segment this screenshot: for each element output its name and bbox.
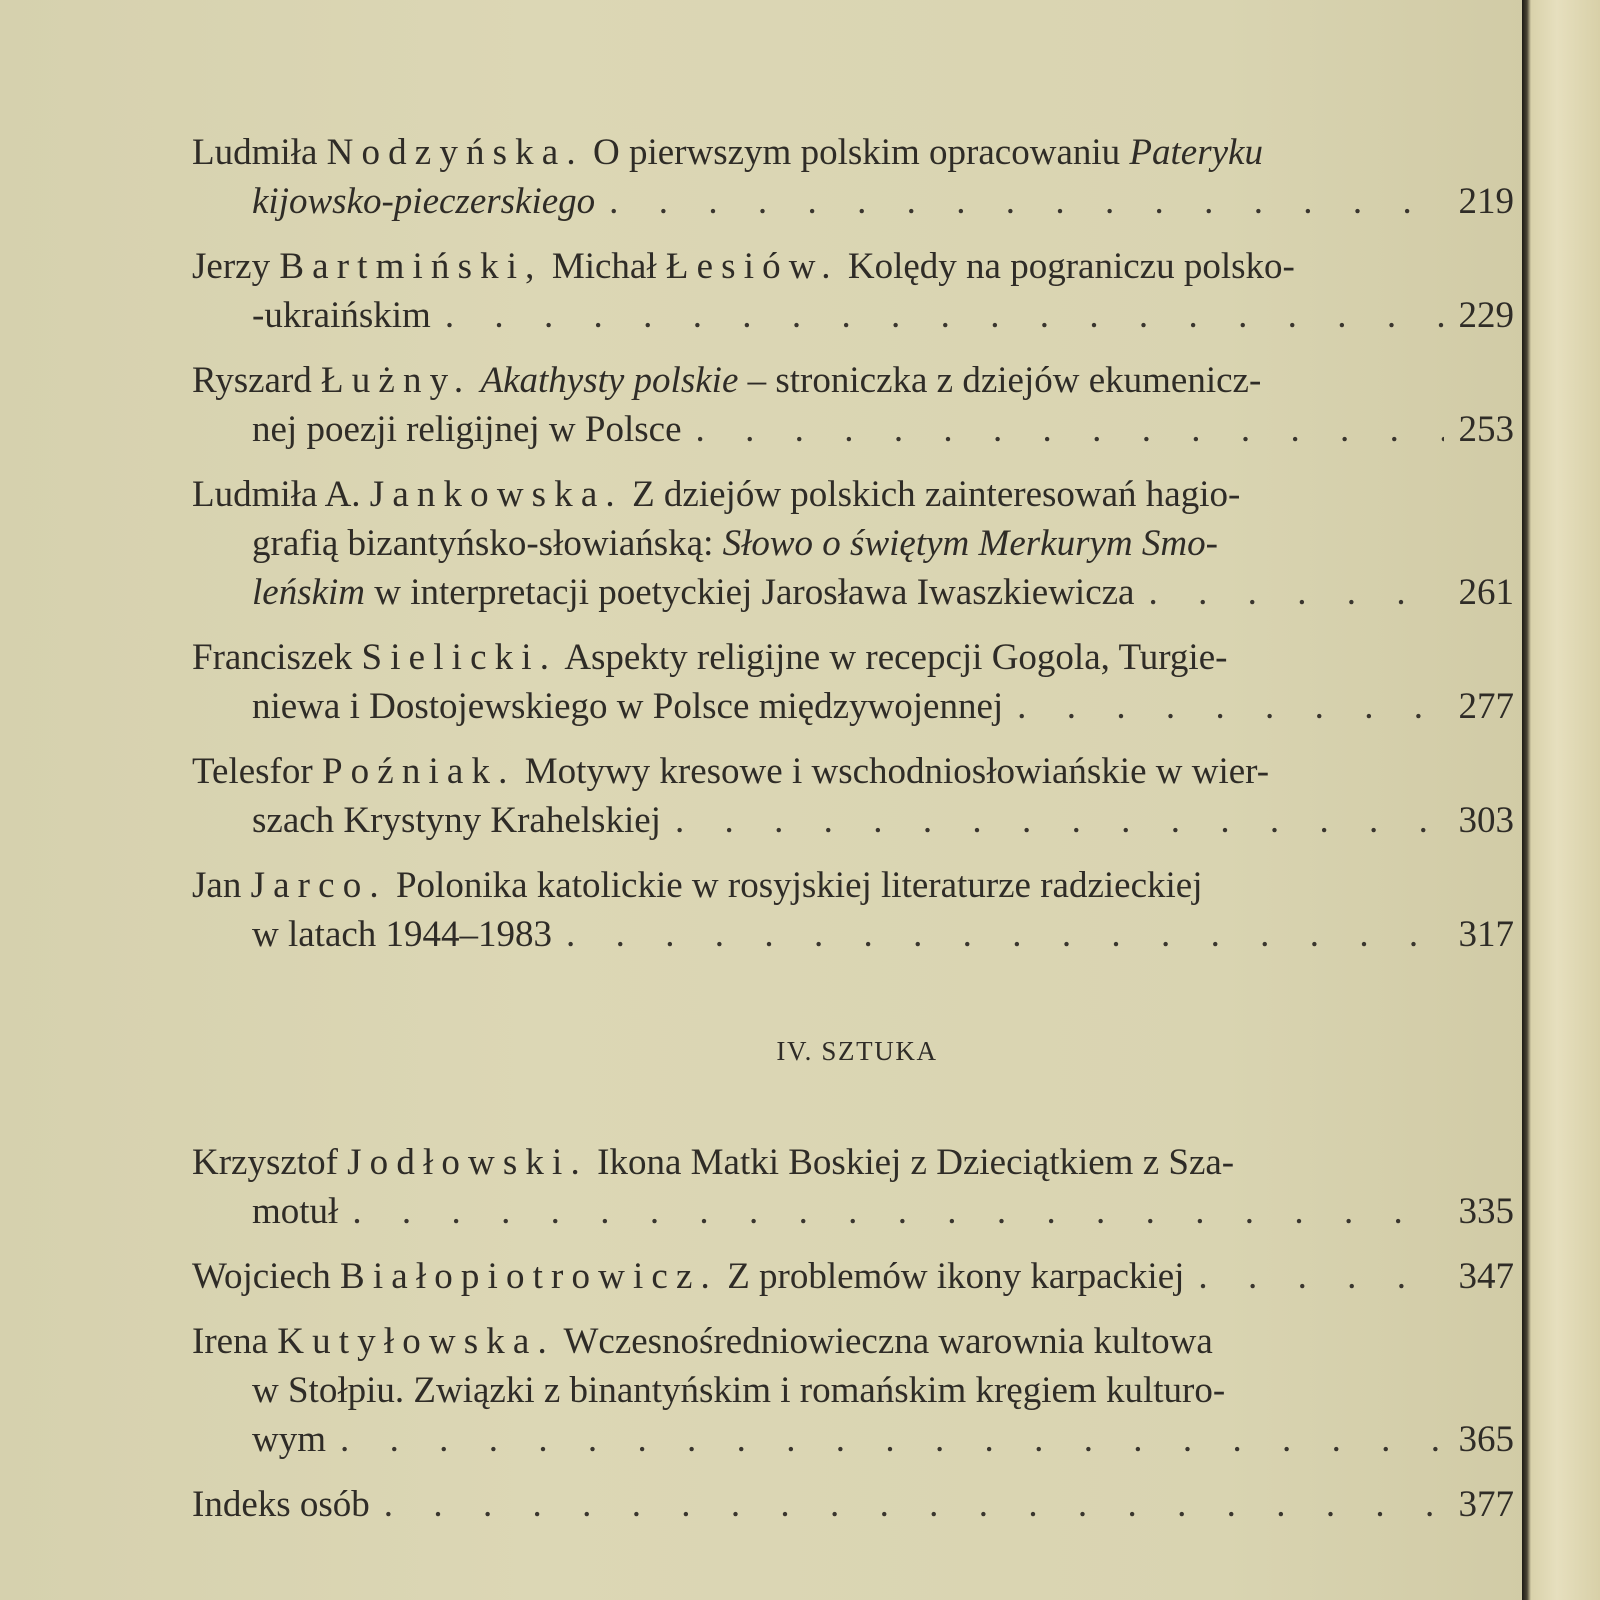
dot-leader xyxy=(696,405,1445,454)
page-number: 229 xyxy=(1458,295,1514,336)
author-first-name: Krzysztof xyxy=(192,1142,338,1183)
entry-title-italic: kijowsko-pieczerskiego xyxy=(252,181,596,222)
toc-entry[interactable] xyxy=(192,242,1522,340)
toc-entry[interactable] xyxy=(192,1317,1522,1464)
entry-title: Ikona Matki Boskiej z Dzieciątkiem z Sza- xyxy=(597,1142,1235,1183)
page-number: 335 xyxy=(1458,1191,1514,1232)
entry-title-italic: Pateryku xyxy=(1129,132,1263,173)
coauthor-first-name: Michał xyxy=(551,246,657,287)
toc-entry[interactable] xyxy=(192,861,1522,959)
dot-leader xyxy=(675,796,1444,845)
toc-entry[interactable] xyxy=(192,128,1522,226)
entry-title: Z problemów ikony karpackiej xyxy=(727,1256,1185,1297)
entry-title: – stroniczka z dziejów ekumenicz- xyxy=(747,360,1262,401)
entry-title: w latach 1944–1983 xyxy=(252,914,553,955)
toc-entry[interactable] xyxy=(192,633,1522,731)
toc-entry-index[interactable] xyxy=(192,1480,1522,1529)
section-heading: IV. SZTUKA xyxy=(776,1036,938,1066)
table-of-contents xyxy=(192,128,1522,1545)
index-label: Indeks osób xyxy=(192,1484,370,1525)
author-surname: Jodłowski. xyxy=(347,1142,588,1183)
author-surname: Bartmiński, xyxy=(279,246,543,287)
entry-title: -ukraińskim xyxy=(252,295,431,336)
toc-entry[interactable] xyxy=(192,1138,1522,1236)
entry-title: w interpretacji poetyckiej Jarosława Iwaszkiewicza xyxy=(374,572,1135,613)
entry-title: Kolędy na pograniczu polsko- xyxy=(847,246,1295,287)
toc-entry[interactable] xyxy=(192,356,1522,454)
author-first-name: Telesfor xyxy=(192,751,313,792)
author-first-name: Ludmiła A. xyxy=(192,474,361,515)
entry-title: O pierwszym polskim opracowaniu xyxy=(593,132,1121,173)
entry-title: Wczesnośredniowieczna warownia kultowa xyxy=(563,1321,1213,1362)
author-surname: Jankowska. xyxy=(369,474,623,515)
dot-leader xyxy=(1198,1252,1444,1301)
page-number: 219 xyxy=(1458,181,1514,222)
page-number: 317 xyxy=(1458,914,1514,955)
page-number: 365 xyxy=(1458,1419,1514,1460)
author-first-name: Ryszard xyxy=(192,360,312,401)
author-surname: Poźniak. xyxy=(321,751,516,792)
page-number: 253 xyxy=(1458,409,1514,450)
entry-title: Polonika katolickie w rosyjskiej literaturze radzieckiej xyxy=(395,865,1203,906)
page-number: 347 xyxy=(1458,1256,1514,1297)
dot-leader xyxy=(566,910,1444,959)
author-surname: Jarco. xyxy=(250,865,387,906)
toc-entry[interactable] xyxy=(192,1252,1522,1301)
entry-title: wym xyxy=(252,1419,326,1460)
page-number: 303 xyxy=(1458,800,1514,841)
entry-title: niewa i Dostojewskiego w Polsce międzywojennej xyxy=(252,686,1004,727)
entry-title: w Stołpiu. Związki z binantyńskim i romańskim kręgiem kulturo- xyxy=(252,1370,1226,1411)
author-first-name: Ludmiła xyxy=(192,132,318,173)
author-first-name: Wojciech xyxy=(192,1256,331,1297)
entry-title: nej poezji religijnej w Polsce xyxy=(252,409,682,450)
author-surname: Sielicki. xyxy=(361,637,558,678)
entry-title-italic: leńskim xyxy=(252,572,366,613)
author-first-name: Irena xyxy=(192,1321,268,1362)
dot-leader xyxy=(352,1187,1444,1236)
dot-leader xyxy=(609,177,1444,226)
dot-leader xyxy=(1148,568,1444,617)
dot-leader xyxy=(445,291,1444,340)
dot-leader xyxy=(384,1480,1444,1529)
author-surname: Łużny. xyxy=(321,360,472,401)
author-surname: Nodzyńska. xyxy=(326,132,584,173)
author-surname: Białopiotrowicz. xyxy=(340,1256,718,1297)
entry-title: Z dziejów polskich zainteresowań hagio- xyxy=(632,474,1241,515)
page-number: 261 xyxy=(1458,572,1514,613)
toc-entry[interactable] xyxy=(192,470,1522,617)
toc-entry[interactable] xyxy=(192,747,1522,845)
author-first-name: Franciszek xyxy=(192,637,353,678)
entry-title: Motywy kresowe i wschodniosłowiańskie w wier- xyxy=(524,751,1270,792)
author-surname: Kutyłowska. xyxy=(277,1321,555,1362)
entry-title-italic: Słowo o świętym Merkurym Smo- xyxy=(722,523,1218,564)
author-first-name: Jerzy xyxy=(192,246,271,287)
dot-leader xyxy=(340,1415,1444,1464)
page-number: 377 xyxy=(1458,1484,1514,1525)
page-edge xyxy=(1522,0,1600,1600)
entry-title: Aspekty religijne w recepcji Gogola, Turgie- xyxy=(564,637,1228,678)
entry-title-italic: Akathysty polskie xyxy=(480,360,739,401)
dot-leader xyxy=(1017,682,1444,731)
author-first-name: Jan xyxy=(192,865,242,906)
entry-title: szach Krystyny Krahelskiej xyxy=(252,800,661,841)
page-number: 277 xyxy=(1458,686,1514,727)
coauthor-surname: Łesiów. xyxy=(665,246,839,287)
entry-title: motuł xyxy=(252,1191,339,1232)
entry-title: grafią bizantyńsko-słowiańską: xyxy=(252,523,714,564)
